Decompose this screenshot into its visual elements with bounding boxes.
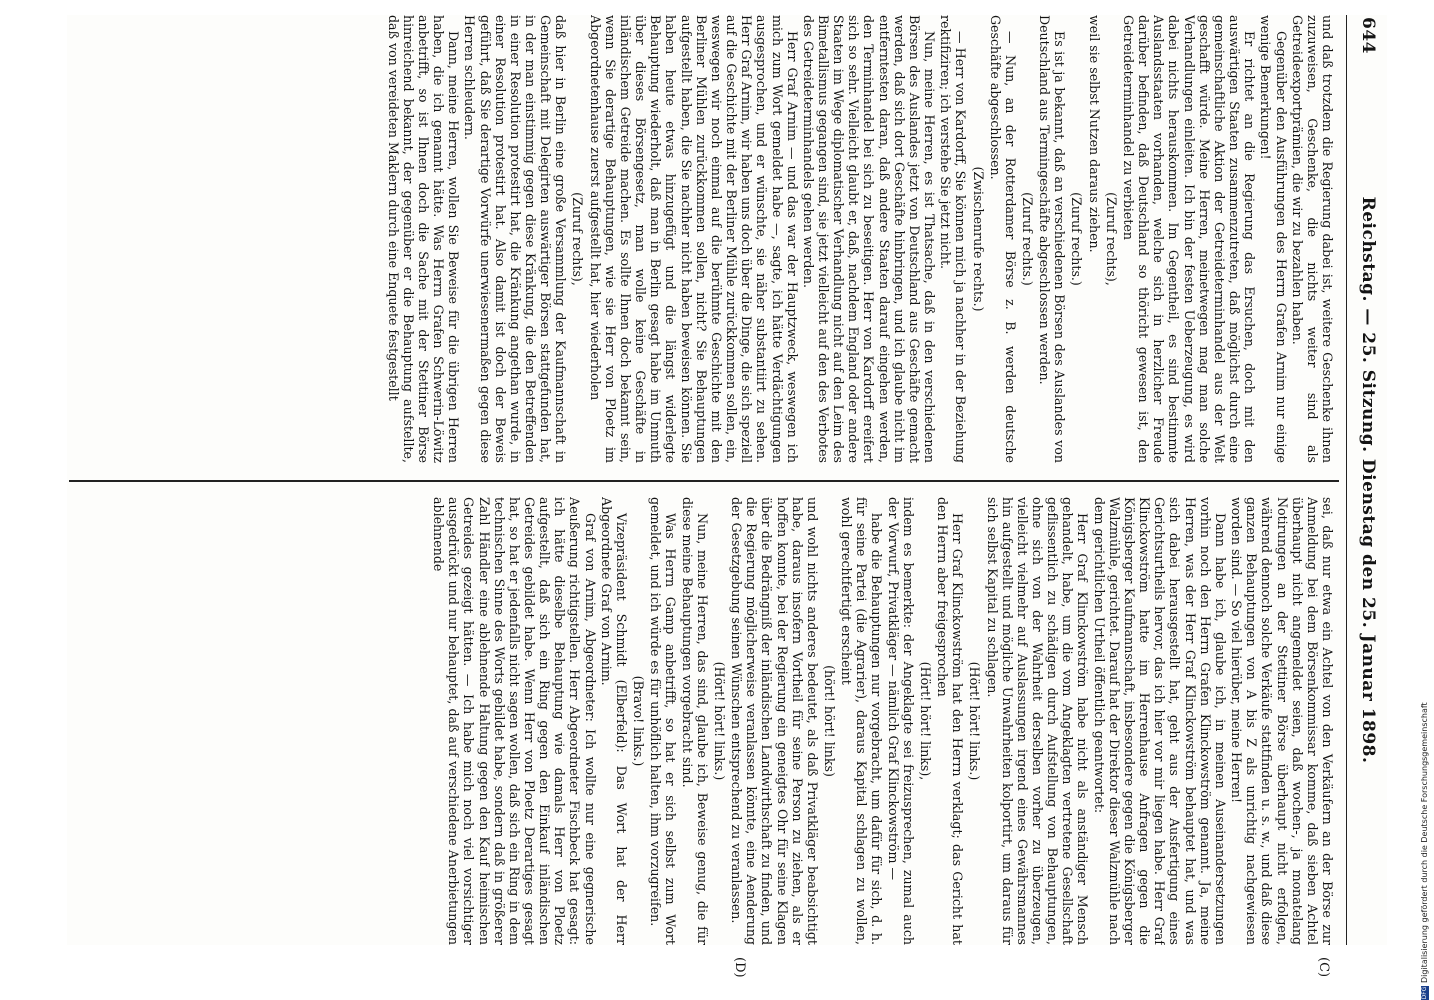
paragraph: weil sie selbst Nutzen daraus ziehen. bbox=[1086, 15, 1102, 253]
page-number: 644 bbox=[1358, 17, 1378, 54]
paragraph: Er richtet an die Regierung das Ersuchen, doch mit den auswärtigen Staaten zusammenzutreten, daß möglichst durch eine gemeinschaftliche Aktion der Getreideterminhandel aus der Welt geschafft würde. Meine Herren, meinetwegen mag man solche Verhandlungen einleiten. Ich bin der festen Ueberzeugung, es wird dabei nichts herauskommen. Im Gegentheil, es sind bestimmte Auslandsstaaten vorhanden, welche sich in herzlicher Freude darüber befinden, daß Deutschland so thöricht gewesen ist, den Getreideterminhandel zu verbieten bbox=[1120, 15, 1258, 463]
credit-text: Digitalisierung gefördert durch die Deutsche Forschungsgemeinschaft bbox=[1420, 702, 1429, 983]
paragraph: Herr Graf Arnim — und das war der Hauptzweck, weswegen ich mich zum Wort gemeldet habe —, sagte, ich hätte Verdächtigungen ausgesprochen, und er wünschte, sie näher substantiirt zu sehen. Herr Graf Arnim, wir haben uns doch über die Dinge, die sich speziell auf die Geschichte mit der Berliner Mühle zurückkommen sollen, ein, weswegen wir noch einmal auf die berühmte Geschichte mit den Berliner Mühlen zurückkommen sollen, nicht? Sie Behauptungen aufgestellt haben, die Sie nachher nicht haben beweisen können. Sie haben heute etwas hinzugefügt und die längst widerlegte Behauptung wiederholt, daß man in Berlin gesagt habe im Unmuth über dieses Börsengesetz, man wolle keine Geschäfte in inländischem Getreide machen. Es sollte Ihnen doch bekannt sein, wenn Sie derartige Behauptungen, wie sie Herr von Ploetz im Abgeordnetenhause zuerst aufgestellt hat, hier wiederholen bbox=[587, 15, 800, 463]
paragraph: Dann habe ich, glaube ich, in meinen Auseinandersetzungen vorhin noch den Herrn Grafen Klinckowström genannt. Ja, meine Herren, was der Herr Graf Klinckowström behauptet hat, und was sich dabei herausgestellt hat, geht aus der Ausfertigung eines Gerichtsurtheils hervor, das ich hier vor mir liegen habe. Herr Graf Klinckowström hatte im Herrenhause Anfragen gegen die Königsberger Kaufmannschaft, insbesondere gegen die Königsberger Walzmühle, gerichtet. Darauf hat der Direktor dieser Walzmühle nach dem gerichtlichen Urtheil öffentlich geantwortet: bbox=[1091, 497, 1228, 945]
paragraph: Was Herrn Gamp anbetrifft, so hat er sich selbst zum Wort gemeldet, und ich würde es für unhöflich halten, ihm vorzugreifen. bbox=[648, 497, 679, 945]
paragraph: Vizepräsident Schmidt (Elberfeld): Das Wort hat der Herr Abgeordnete Graf von Arnim. bbox=[598, 497, 629, 945]
printed-sheet bbox=[67, 15, 1387, 978]
interjection: (Hört! hört! links.) bbox=[711, 661, 727, 781]
margin-label-c: (C) bbox=[1316, 957, 1331, 978]
interjection: (Hört! hört! links.) bbox=[967, 661, 983, 781]
interjection: (Zwischenrufe rechts.) bbox=[970, 166, 986, 312]
interjection: (Bravo! links.) bbox=[631, 675, 647, 767]
column-divider bbox=[69, 480, 1339, 482]
left-text-column bbox=[70, 15, 1335, 463]
right-text-column bbox=[70, 497, 1335, 945]
paragraph: habe die Behauptungen nur vorgebracht, um dafür für sich, d. h. für seine Partei (die Agrarier), daraus Kapital schlagen zu wollen, wohl gerechtfertigt erscheint bbox=[839, 497, 885, 945]
margin-label-d: (D) bbox=[732, 957, 747, 978]
paragraph: Es ist ja bekannt, daß an verschiedenen Börsen des Auslandes von Deutschland aus Termingeschäfte abgeschlossen werden. bbox=[1037, 15, 1068, 463]
running-title: Reichstag. — 25. Sitzung. Dienstag den 25. Januar 1898. bbox=[1358, 196, 1378, 764]
paragraph: Herr Graf Klinckowström habe nicht als anständiger Mensch gehandelt, habe, um die vom Angeklagten vertretene Gesellschaft geflissentlich zu schädigen durch Aufstellung von Behauptungen, ohne sich von der Wahrheit derselben vorher zu überzeugen, vielleicht vielmehr auf Auslassungen irgend eines Gewährsmannes hin aufgestellt und mögliche Unwahrheiten kolportirt, um daraus für sich selbst Kapital zu schlagen. bbox=[984, 497, 1091, 945]
paragraph: — Herr von Kardorff, Sie können mich ja nachher in der Beziehung rektifiziren; ich verstehe Sie jetzt nicht. bbox=[938, 15, 969, 463]
interjection: (Hört! hört! links), bbox=[917, 661, 933, 781]
interjection: (Zuruf rechts), bbox=[570, 192, 586, 286]
interjection: (hört! hört! links) bbox=[822, 665, 837, 777]
paragraph: Dann, meine Herren, wollen Sie Beweise für die übrigen Herren haben, die ich genannt hätte. Was Herrn Grafen Schwerin-Löwitz anbetrifft, so ist Ihnen doch die Sache mit der Stettiner Börse hinreichend bekannt, der gegenüber er die Behauptung aufstellte, daß von vereideten Maklern durch eine Enquete festgestellt bbox=[385, 15, 462, 463]
paragraph: und daß trotzdem die Regierung dabei ist, weitere Geschenke ihnen zuzuweisen, Geschenke, die nichts weiter sind als Getreideexportprämien, die wir zu bezahlen haben. bbox=[1289, 15, 1335, 463]
paragraph: Herr Graf Klinckowström hat den Herrn verklagt; das Gericht hat den Herrn aber freigesprochen bbox=[935, 497, 966, 945]
paragraph: daß hier in Berlin eine große Versammlung der Kaufmannschaft in Gemeinschaft mit Delegirten auswärtiger Börsen stattgefunden hat, in der man einstimmig gegen diese Kränkung, die den Betreffenden in einer Resolution protestirt hat, die Kränkung angethan wurde, in einer Resolution protestirt hat. Also damit ist doch der Beweis geführt, daß Sie derartige Vorwürfe unerwiesenermaßen gegen diese Herren schleudern. bbox=[462, 15, 569, 463]
running-header bbox=[1346, 15, 1387, 945]
interjection: (Zuruf rechts.) bbox=[1069, 192, 1085, 286]
paragraph: indem es bemerkte: der Angeklagte sei freizusprechen, zumal auch der Vorwurf, Privatkläger — nämlich Graf Klinckowström — bbox=[885, 497, 916, 945]
paragraph: sei, daß nur etwa ein Achtel von den Verkäufern an der Börse zur Anmeldung bei dem Börsenkommissar komme, daß sieben Achtel überhaupt nicht angemeldet seien, daß wochen-, ja monatelang Notirungen an der Stettiner Börse überhaupt nicht erfolgen, während dennoch solche Verkäufe stattfinden u. s. w., und daß diese ganzen Behauptungen von A bis Z als unrichtig nachgewiesen worden sind. — So viel hierüber, meine Herren! bbox=[1229, 497, 1335, 945]
interjection: (Zuruf rechts), bbox=[1103, 192, 1119, 286]
paragraph: Graf von Arnim, Abgeordneter: Ich wollte nur eine gegnerische Aeußerung richtigstellen. Herr Abgeordneter Fischbeck hat gesagt: ich hätte dieselbe Behauptung wie damals Herr von Ploetz aufgestellt, daß sich ein Ring gegen den Einkauf inländischen Getreides gebildet habe. Wenn Herr von Ploetz Derartiges gesagt hat, so hat er jedenfalls nicht sagen wollen, daß sich ein Ring in dem technischen Sinne des Worts gebildet habe, sondern daß in größerer Zahl Händler eine ablehnende Haltung gegen den Kauf heimischen Getreides gezeigt hätten. — Ich habe mich noch viel vorsichtiger ausgedrückt und nur behauptet, daß auf verschiedene Anerbietungen ablehnende bbox=[431, 497, 598, 945]
paragraph: und wohl nichts anderes bedeutet, als daß Privatkläger beabsichtigt habe, daraus insofern Vortheil für seine Person zu ziehen, als er hoffen konnte, bei der Regierung ein geneigtes Ohr für seine Klagen über die Bedrängniß der inländischen Landwirthschaft zu finden, und die Regierung möglicherweise veranlassen könnte, eine Aenderung der Gesetzgebung seinen Wünschen entsprechend zu veranlassen. bbox=[729, 497, 820, 945]
paragraph: Nun, meine Herren, es ist Thatsache, daß in den verschiedenen Börsen des Auslandes jetzt von Deutschland aus Geschäfte gemacht werden, daß sich dort Geschäfte hinbringen, und ich glaube nicht im entferntesten daran, daß andere Staaten darauf eingehen werden, den Terminhandel bei sich zu beseitigen. Herr von Kardorff ereifert sich so sehr. Vielleicht glaubt er, daß, nachdem England oder andere Staaten im Wege diplomatischer Verhandlung nicht auf den Leim des Bimetallismus gegangen sind, sie jetzt vielleicht auf den des Verbotes des Getreideterminhandels gehen werden. bbox=[800, 15, 938, 463]
paragraph: Nun, meine Herren, das sind, glaube ich, Beweise genug, die für diese meine Behauptungen vorgebracht sind. bbox=[679, 497, 710, 945]
dfg-logo-icon: DFG bbox=[1420, 986, 1428, 1000]
paragraph: — Nun, an der Rotterdamer Börse z. B. werden deutsche Geschäfte abgeschlossen. bbox=[987, 15, 1018, 463]
interjection: (Zuruf rechts.) bbox=[1020, 192, 1036, 286]
digitization-credit bbox=[1420, 702, 1429, 1000]
paragraph: Gegenüber den Ausführungen des Herrn Grafen Arnim nur einige wenige Bemerkungen! bbox=[1258, 15, 1289, 463]
